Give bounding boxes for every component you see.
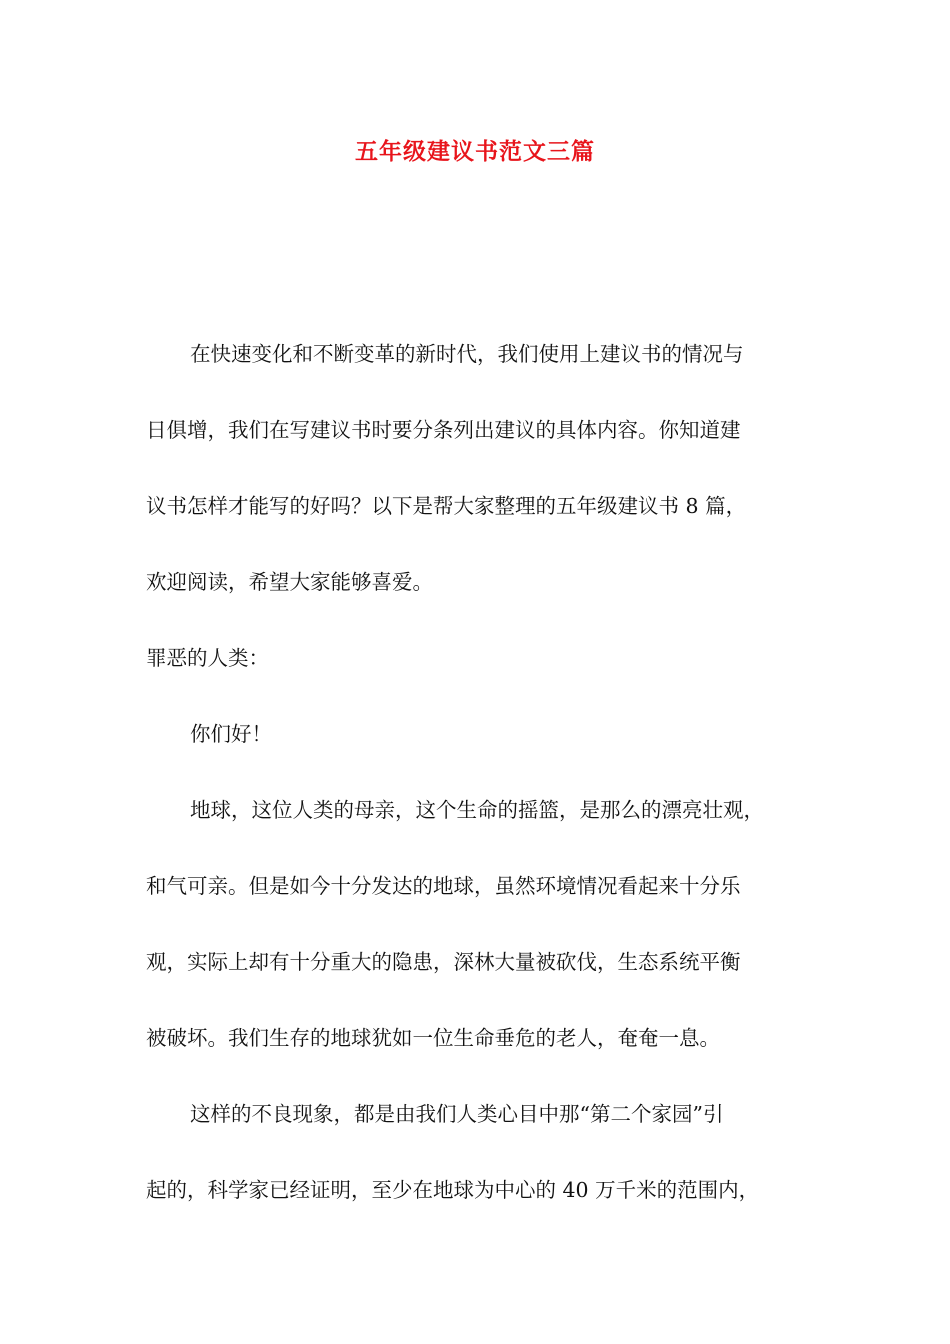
text-line: 欢迎阅读，希望大家能够喜爱。 bbox=[146, 570, 433, 594]
text-line: 在快速变化和不断变革的新时代，我们使用上建议书的情况与 bbox=[190, 342, 744, 366]
paragraph-second-home bbox=[146, 1076, 826, 1228]
text-line: 起的，科学家已经证明，至少在地球为中心的 40 万千米的范围内， bbox=[146, 1178, 760, 1202]
paragraph-greeting bbox=[146, 696, 826, 772]
text-line: 罪恶的人类： bbox=[146, 646, 269, 670]
text-line: 观，实际上却有十分重大的隐患，深林大量被砍伐，生态系统平衡 bbox=[146, 950, 741, 974]
text-line: 被破坏。我们生存的地球犹如一位生命垂危的老人，奄奄一息。 bbox=[146, 1026, 720, 1050]
paragraph-intro bbox=[146, 316, 826, 620]
text-line: 你们好！ bbox=[190, 722, 272, 746]
document-body bbox=[146, 316, 826, 1228]
text-line: 议书怎样才能写的好吗？以下是帮大家整理的五年级建议书 8 篇， bbox=[146, 494, 747, 518]
paragraph-earth bbox=[146, 772, 826, 1076]
text-line: 这样的不良现象，都是由我们人类心目中那“第二个家园”引 bbox=[190, 1102, 724, 1126]
paragraph-salutation bbox=[146, 620, 826, 696]
text-line: 地球，这位人类的母亲，这个生命的摇篮，是那么的漂亮壮观， bbox=[190, 798, 764, 822]
document-title: 五年级建议书范文三篇 bbox=[355, 138, 595, 165]
text-line: 和气可亲。但是如今十分发达的地球，虽然环境情况看起来十分乐 bbox=[146, 874, 741, 898]
text-line: 日俱增，我们在写建议书时要分条列出建议的具体内容。你知道建 bbox=[146, 418, 741, 442]
